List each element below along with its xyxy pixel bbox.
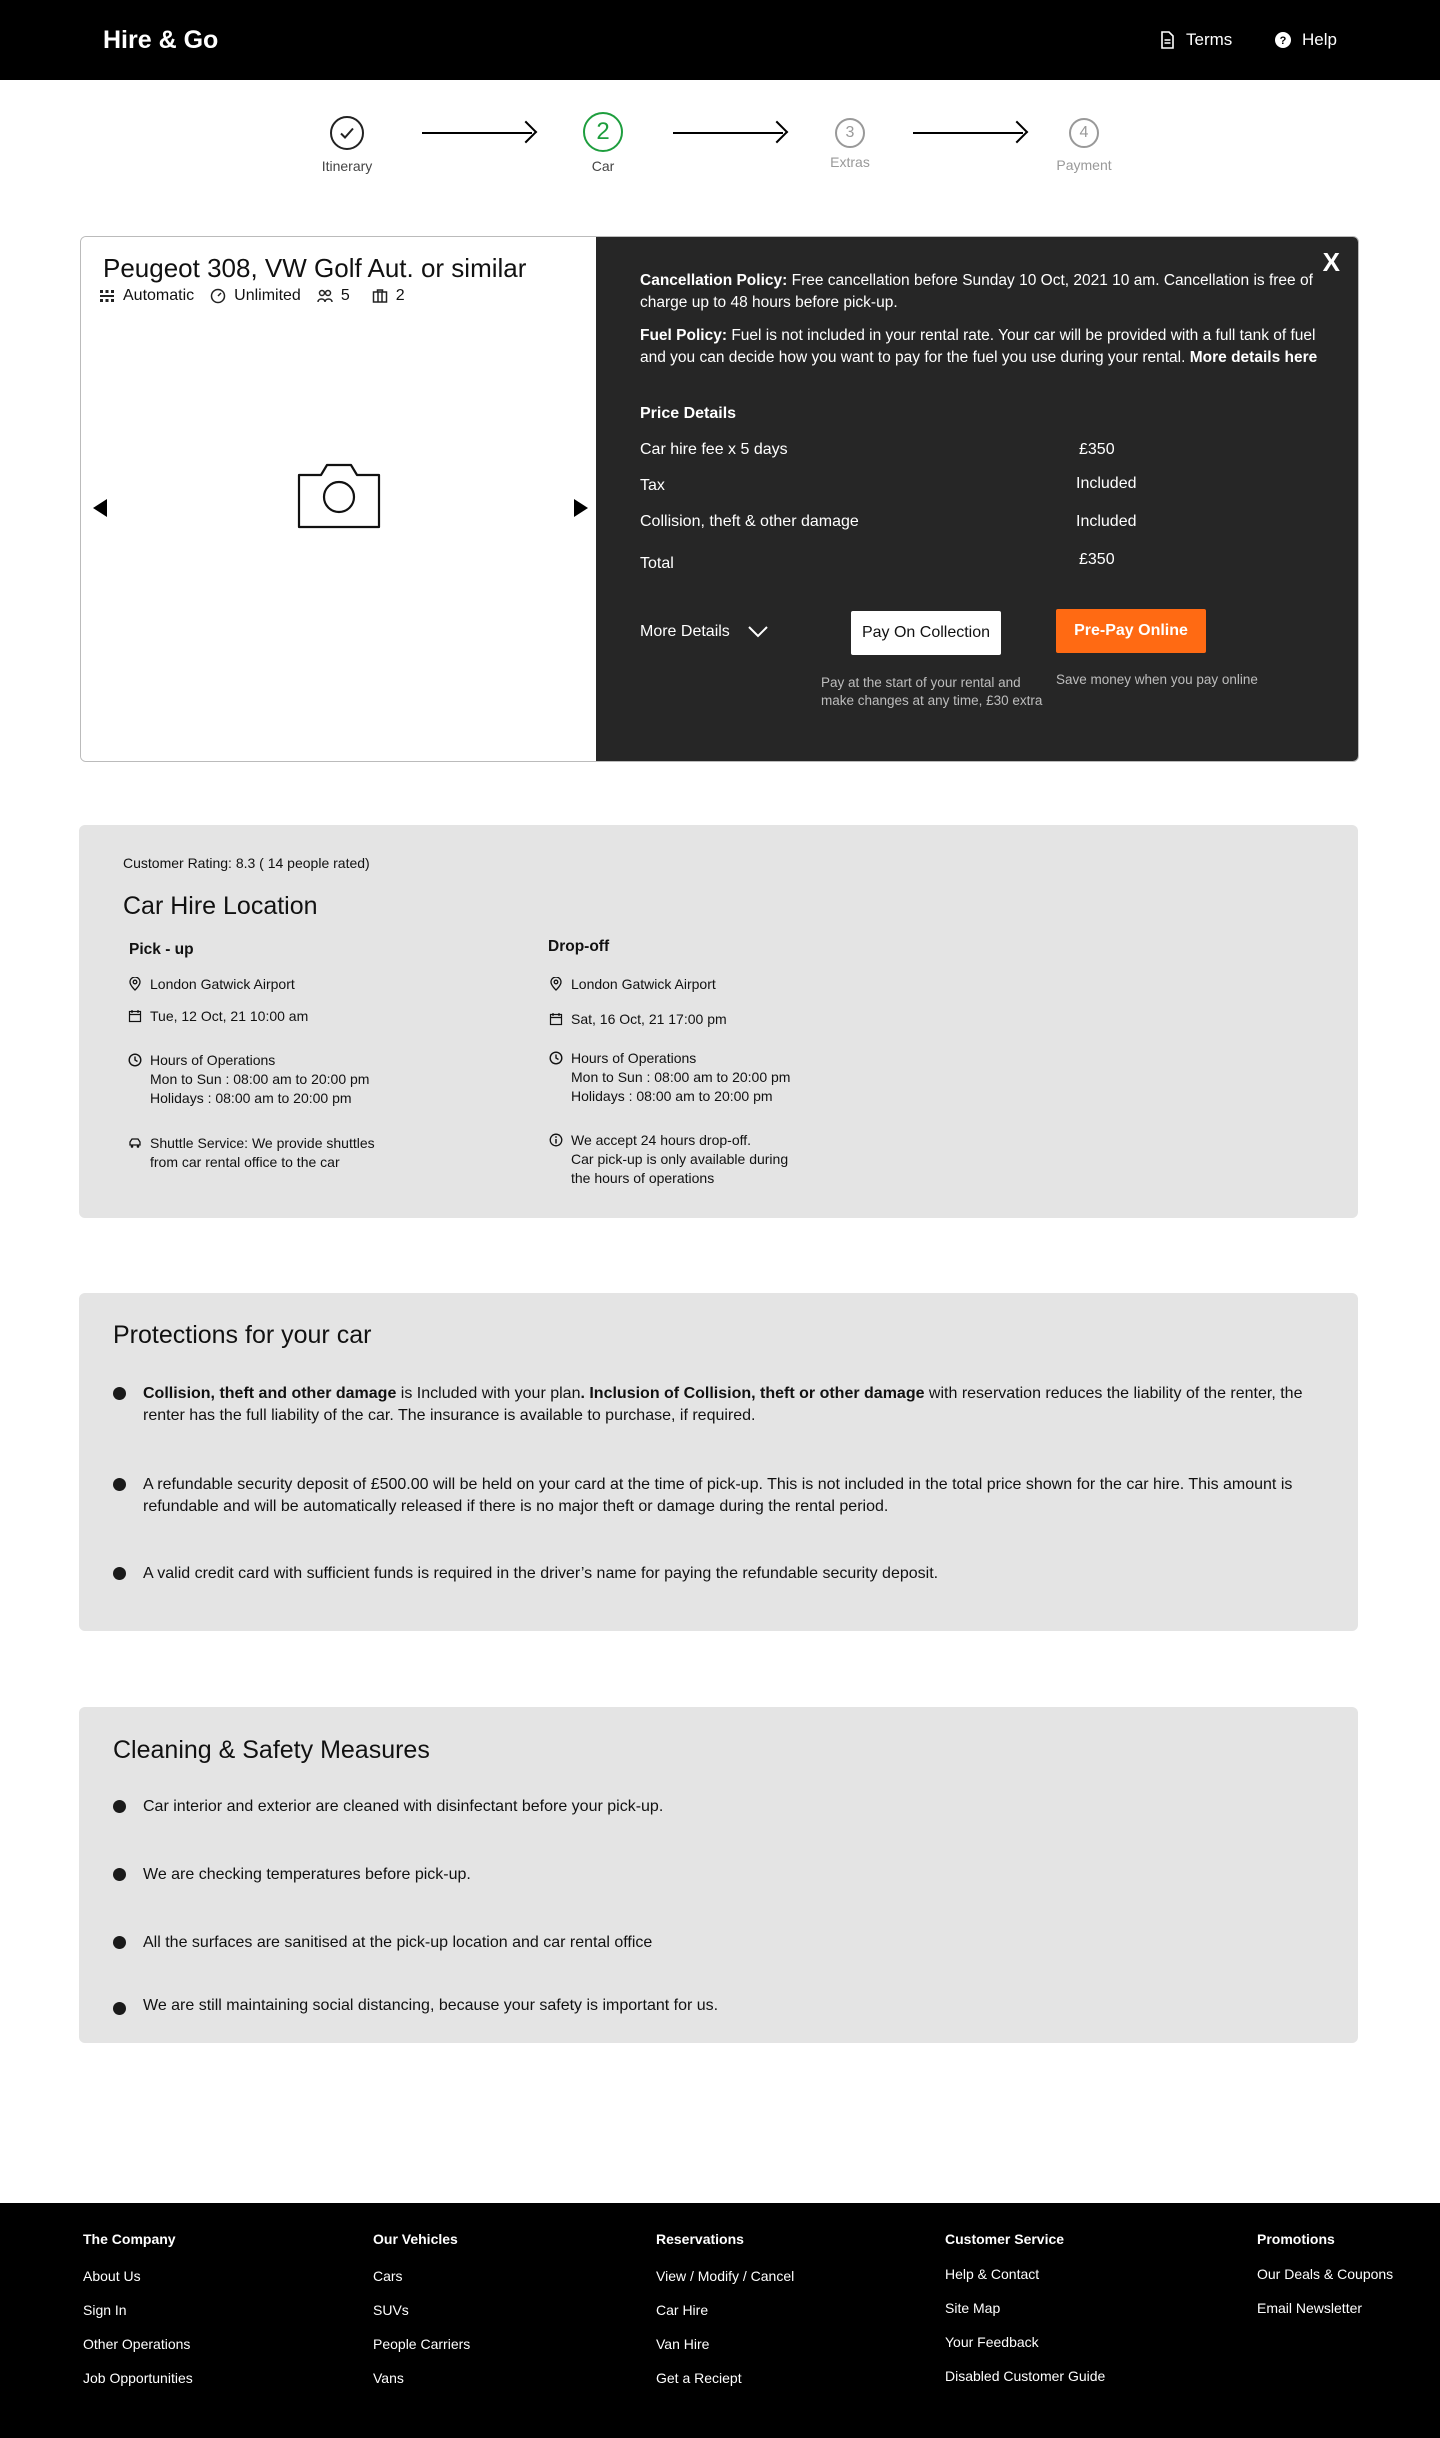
bullet-dot xyxy=(113,1868,126,1881)
pickup-hours-title: Hours of Operations xyxy=(150,1052,276,1068)
footer-column-promotions xyxy=(1257,2231,1393,2334)
location-pin-icon xyxy=(128,977,142,991)
svg-text:?: ? xyxy=(1279,35,1287,47)
footer-heading: Promotions xyxy=(1257,2231,1335,2247)
dropoff-hours-title: Hours of Operations xyxy=(571,1050,697,1066)
protections-panel xyxy=(79,1293,1358,1631)
pickup-datetime-text: Tue, 12 Oct, 21 10:00 am xyxy=(150,1008,309,1024)
footer-link[interactable]: Vans xyxy=(373,2370,404,2386)
footer-column-reservations xyxy=(656,2231,794,2404)
step-arrow xyxy=(422,132,532,134)
protections-title: Protections for your car xyxy=(113,1321,372,1349)
step-label: Itinerary xyxy=(321,158,373,174)
price-label: Collision, theft & other damage xyxy=(640,513,859,530)
step-label: Extras xyxy=(830,154,870,170)
shuttle-icon xyxy=(128,1136,142,1150)
protection-bold: Collision, theft or other damage xyxy=(683,1385,925,1402)
footer-link[interactable]: SUVs xyxy=(373,2302,409,2318)
safety-item xyxy=(113,1796,1323,1818)
price-label: Total xyxy=(640,555,674,572)
pickup-heading: Pick - up xyxy=(129,941,194,958)
clock-icon xyxy=(549,1051,563,1065)
close-button[interactable]: X xyxy=(1322,247,1340,277)
footer-link[interactable]: Help & Contact xyxy=(945,2266,1040,2282)
customer-rating: Customer Rating: 8.3 ( 14 people rated) xyxy=(123,855,370,871)
footer-link[interactable]: Car Hire xyxy=(656,2302,709,2318)
camera-icon xyxy=(295,459,383,531)
step-arrow xyxy=(913,132,1023,134)
step-number: 4 xyxy=(1069,118,1099,148)
pickup-place xyxy=(128,975,295,994)
bags-value: 2 xyxy=(395,287,405,304)
dropoff-place xyxy=(549,975,716,994)
chevron-down-icon xyxy=(748,626,768,638)
offer-details-panel xyxy=(596,237,1359,761)
protection-bold-dot: . Inclusion of xyxy=(580,1385,684,1402)
safety-item xyxy=(113,1932,1323,1954)
document-icon xyxy=(1158,31,1176,49)
speedometer-icon xyxy=(210,288,226,304)
protection-text: is Included with your plan xyxy=(396,1385,581,1402)
shuttle-line-1: Shuttle Service: We provide shuttles xyxy=(150,1135,375,1151)
footer-heading: Our Vehicles xyxy=(373,2231,458,2247)
footer-link[interactable]: Sign In xyxy=(83,2302,127,2318)
gearbox-icon xyxy=(99,288,115,304)
price-label: Tax xyxy=(640,477,665,494)
pre-pay-online-button[interactable]: Pre-Pay Online xyxy=(1056,609,1206,653)
footer-link[interactable]: About Us xyxy=(83,2268,141,2284)
dropoff-datetime-text: Sat, 16 Oct, 21 17:00 pm xyxy=(571,1011,727,1027)
footer-link[interactable]: Cars xyxy=(373,2268,403,2284)
fuel-title: Fuel Policy: xyxy=(640,327,727,344)
dropoff-info-line-3: the hours of operations xyxy=(571,1170,715,1186)
bullet-dot xyxy=(113,1478,126,1491)
step-payment[interactable] xyxy=(1024,118,1144,173)
footer-link[interactable]: Other Operations xyxy=(83,2336,191,2352)
protection-bold: Collision, theft and other damage xyxy=(143,1385,397,1402)
location-title: Car Hire Location xyxy=(123,892,318,920)
dropoff-hours-holidays: Holidays : 08:00 am to 20:00 pm xyxy=(571,1088,773,1104)
location-pin-icon xyxy=(549,977,563,991)
safety-item xyxy=(113,1995,1323,2017)
pickup-shuttle xyxy=(128,1134,375,1172)
footer-link[interactable]: Your Feedback xyxy=(945,2334,1039,2350)
step-extras[interactable] xyxy=(790,118,910,170)
footer xyxy=(0,2203,1440,2438)
gallery-prev-button[interactable] xyxy=(93,499,107,517)
price-value: Included xyxy=(1076,475,1137,492)
protection-item xyxy=(113,1383,1323,1427)
fuel-more-details-link[interactable]: More details here xyxy=(1189,349,1318,366)
dropoff-info-line-1: We accept 24 hours drop-off. xyxy=(571,1132,752,1148)
footer-link[interactable]: Get a Reciept xyxy=(656,2370,742,2386)
clock-icon xyxy=(128,1053,142,1067)
car-title: Peugeot 308, VW Golf Aut. or similar xyxy=(103,253,527,283)
footer-link[interactable]: Email Newsletter xyxy=(1257,2300,1363,2316)
step-number: 2 xyxy=(583,112,623,152)
car-hire-location-panel xyxy=(79,825,1358,1218)
car-gallery xyxy=(81,237,596,761)
terms-label: Terms xyxy=(1186,30,1233,49)
safety-item xyxy=(113,1864,1323,1886)
footer-column-company xyxy=(83,2231,193,2404)
safety-panel xyxy=(79,1707,1358,2043)
protection-item xyxy=(113,1474,1323,1518)
help-icon xyxy=(1274,31,1292,49)
footer-link[interactable]: Disabled Customer Guide xyxy=(945,2368,1106,2384)
pay-on-collection-note: Pay at the start of your rental and make changes at any time, £30 extra xyxy=(821,675,1043,708)
pay-on-collection-button[interactable]: Pay On Collection xyxy=(851,611,1001,655)
footer-column-customer-service xyxy=(945,2231,1105,2402)
footer-heading: The Company xyxy=(83,2231,176,2247)
help-link[interactable] xyxy=(1274,30,1337,50)
fuel-policy xyxy=(640,325,1320,369)
footer-heading: Customer Service xyxy=(945,2231,1065,2247)
step-number: 3 xyxy=(835,118,865,148)
terms-link[interactable] xyxy=(1158,30,1232,50)
gallery-next-button[interactable] xyxy=(574,499,588,517)
help-label: Help xyxy=(1302,30,1337,49)
seats-value: 5 xyxy=(340,287,350,304)
price-value: Included xyxy=(1076,513,1137,530)
footer-link[interactable]: Site Map xyxy=(945,2300,1001,2316)
pickup-hours xyxy=(128,1051,369,1108)
cancellation-text: Free cancellation before Sunday 10 Oct, 2021 10 am. Cancellation is free of charge up to 48 hours before pick-up. xyxy=(640,272,1313,311)
cancellation-title: Cancellation Policy: xyxy=(640,272,788,289)
info-icon xyxy=(549,1133,563,1147)
pre-pay-note: Save money when you pay online xyxy=(1056,672,1258,687)
price-value: £350 xyxy=(1079,551,1115,568)
protection-text: with reservation reduces the liability of the renter, the renter has the full liability of the car. The insurance is available to purchase, if required. xyxy=(143,1385,1303,1424)
step-label: Payment xyxy=(1056,157,1112,173)
bullet-dot xyxy=(113,2002,126,2015)
price-value: £350 xyxy=(1079,441,1115,458)
transmission-value: Automatic xyxy=(123,287,195,304)
footer-link[interactable]: Job Opportunities xyxy=(83,2370,193,2386)
bullet-dot xyxy=(113,1800,126,1813)
fuel-text: Fuel is not included in your rental rate. Your car will be provided with a full tank of fuel and you can decide how you want to pay for the fuel you use during your rental. xyxy=(640,327,1316,366)
protection-text: A refundable security deposit of £500.00 will be held on your card at the time of pick-up. This is not included in the total price shown for the car hire. This amount is refundable and will be automatically released if there is no major theft or damage during the rental period. xyxy=(143,1476,1293,1515)
bullet-dot xyxy=(113,1936,126,1949)
dropoff-hours-week: Mon to Sun : 08:00 am to 20:00 pm xyxy=(571,1069,791,1085)
step-arrow xyxy=(673,132,783,134)
footer-link[interactable]: Van Hire xyxy=(656,2336,710,2352)
brand-logo[interactable]: Hire & Go xyxy=(103,26,219,54)
pickup-hours-holidays: Holidays : 08:00 am to 20:00 pm xyxy=(150,1090,352,1106)
footer-link[interactable]: View / Modify / Cancel xyxy=(656,2268,795,2284)
more-details-toggle[interactable] xyxy=(640,623,768,641)
step-done-circle xyxy=(330,116,364,150)
check-icon xyxy=(338,124,356,142)
footer-heading: Reservations xyxy=(656,2231,744,2247)
dropoff-heading: Drop-off xyxy=(548,938,610,955)
footer-column-vehicles xyxy=(373,2231,470,2404)
safety-text: All the surfaces are sanitised at the pick-up location and car rental office xyxy=(143,1934,653,1951)
step-car[interactable] xyxy=(543,112,663,174)
safety-text: We are still maintaining social distancing, because your safety is important for us. xyxy=(143,1997,719,2014)
dropoff-info xyxy=(549,1131,788,1188)
shuttle-line-2: from car rental office to the car xyxy=(150,1154,340,1170)
dropoff-info-line-2: Car pick-up is only available during xyxy=(571,1151,789,1167)
mileage-value: Unlimited xyxy=(234,287,301,304)
calendar-icon xyxy=(128,1009,142,1023)
price-label: Car hire fee x 5 days xyxy=(640,441,788,458)
step-itinerary[interactable] xyxy=(287,116,407,174)
cancellation-policy xyxy=(640,270,1320,314)
dropoff-datetime xyxy=(549,1010,727,1029)
step-label: Car xyxy=(591,158,615,174)
footer-link[interactable]: People Carriers xyxy=(373,2336,471,2352)
car-offer-card xyxy=(80,236,1359,762)
dropoff-hours xyxy=(549,1049,790,1106)
more-details-label: More Details xyxy=(640,623,730,640)
footer-link[interactable]: Our Deals & Coupons xyxy=(1257,2266,1394,2282)
pickup-place-text: London Gatwick Airport xyxy=(150,976,295,992)
protection-item xyxy=(113,1563,1323,1585)
pickup-datetime xyxy=(128,1007,308,1026)
bullet-dot xyxy=(113,1387,126,1400)
pickup-hours-week: Mon to Sun : 08:00 am to 20:00 pm xyxy=(150,1071,370,1087)
safety-text: We are checking temperatures before pick-up. xyxy=(143,1866,471,1883)
car-specs xyxy=(99,287,405,305)
safety-text: Car interior and exterior are cleaned with disinfectant before your pick-up. xyxy=(143,1798,664,1815)
passengers-icon xyxy=(317,288,333,304)
calendar-icon xyxy=(549,1012,563,1026)
price-details-title: Price Details xyxy=(640,405,737,422)
bullet-dot xyxy=(113,1567,126,1580)
dropoff-place-text: London Gatwick Airport xyxy=(571,976,716,992)
safety-title: Cleaning & Safety Measures xyxy=(113,1736,430,1764)
top-navbar xyxy=(0,0,1440,80)
protection-text: A valid credit card with sufficient funds is required in the driver’s name for paying the refundable security deposit. xyxy=(143,1565,939,1582)
luggage-icon xyxy=(372,288,388,304)
